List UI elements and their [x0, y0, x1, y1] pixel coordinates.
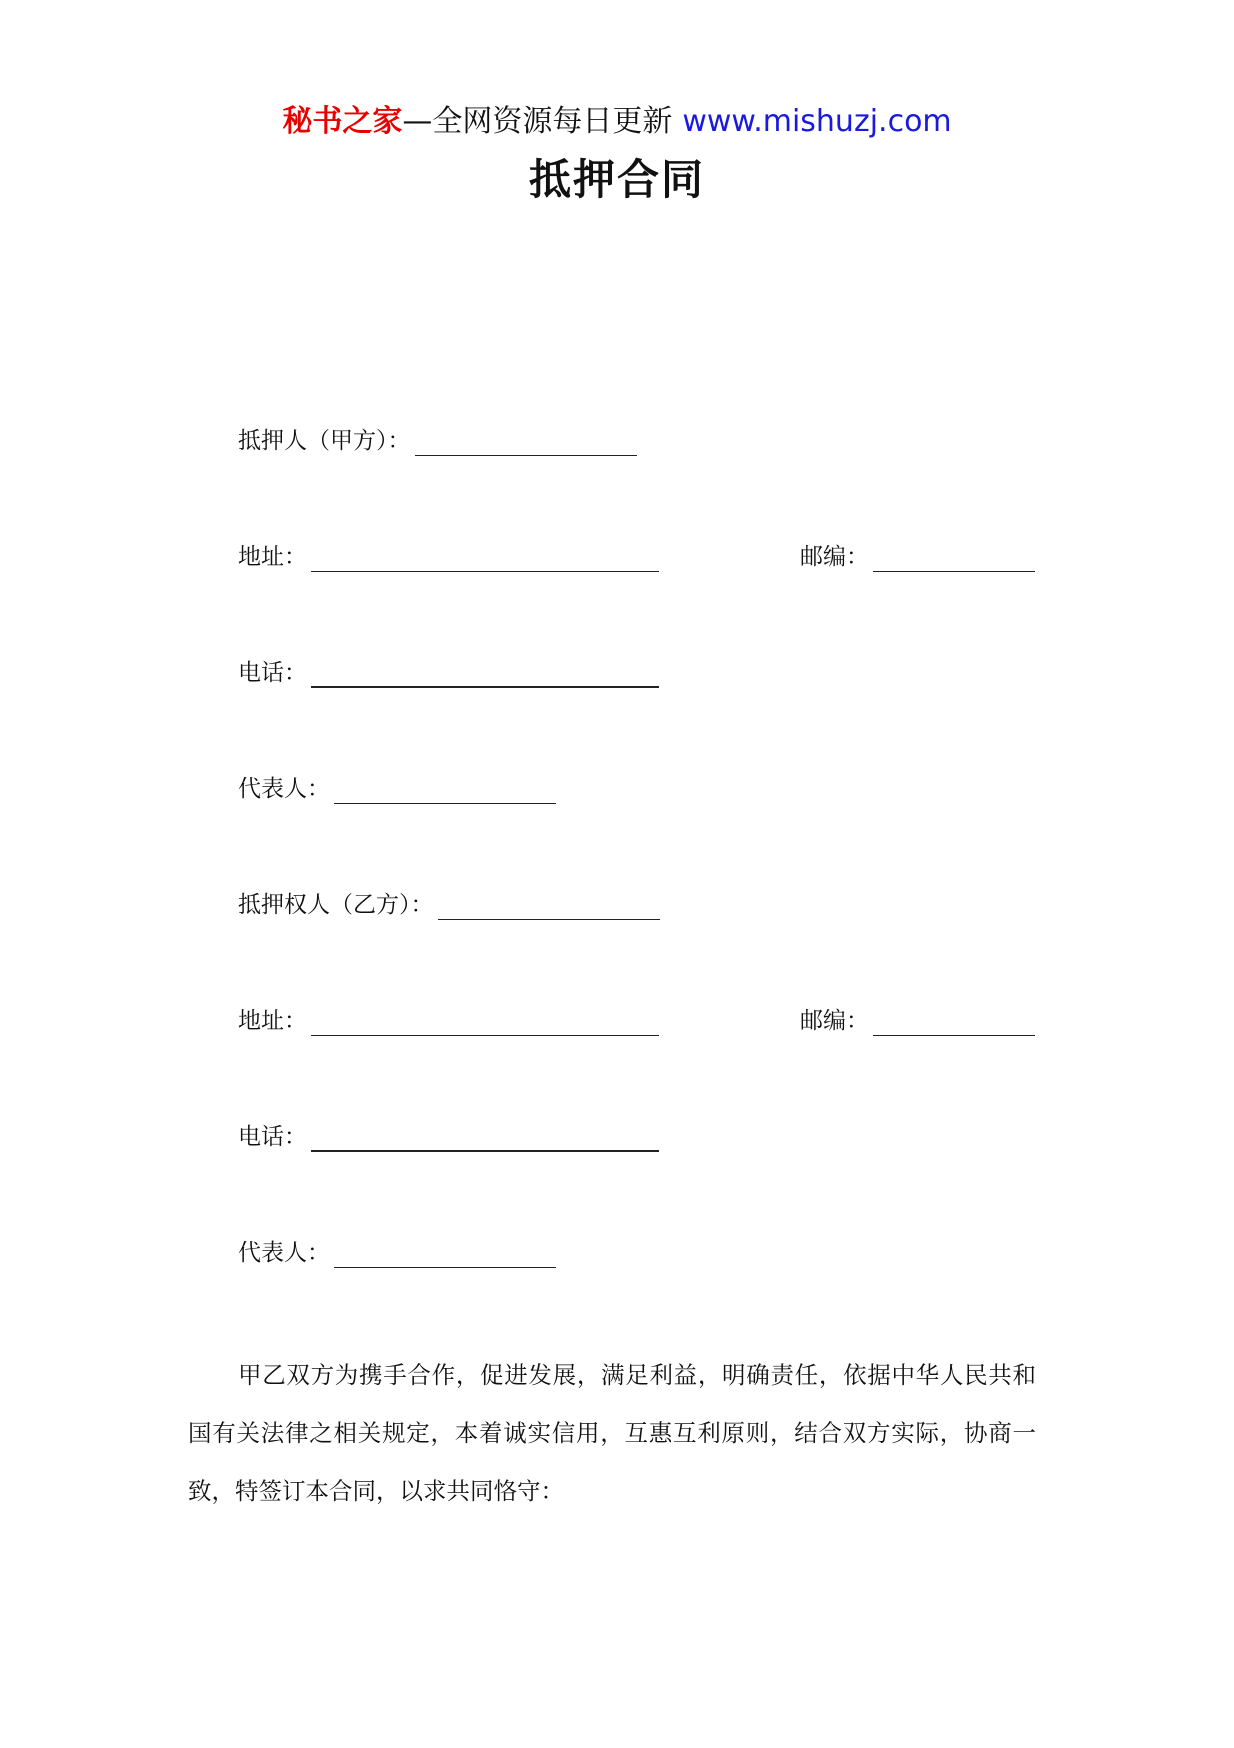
site-url-link[interactable]: www.mishuzj.com	[682, 104, 952, 139]
party-b-rep-label: 代表人：	[238, 1240, 330, 1266]
party-b-name-blank[interactable]	[438, 893, 660, 920]
site-name: 秘书之家	[282, 104, 403, 139]
party-a-postcode-field	[800, 540, 1035, 572]
party-b-address-field	[238, 1004, 659, 1036]
party-a-rep-blank[interactable]	[334, 777, 556, 804]
party-b-rep-blank[interactable]	[334, 1241, 556, 1268]
preamble-paragraph: 甲乙双方为携手合作，促进发展，满足利益，明确责任，依据中华人民共和国有关法律之相关规定，本着诚实信用，互惠互利原则，结合双方实际，协商一致，特签订本合同，以求共同恪守：	[188, 1361, 1036, 1505]
party-b-phone-blank[interactable]	[311, 1124, 659, 1152]
party-b-rep-field	[238, 1236, 556, 1268]
party-b-postcode-field	[800, 1004, 1035, 1036]
party-b-address-label: 地址：	[238, 1008, 307, 1034]
party-a-phone-label: 电话：	[238, 660, 307, 686]
party-b-phone-label: 电话：	[238, 1124, 307, 1150]
party-a-phone-field	[238, 656, 659, 688]
party-a-name-field	[238, 424, 637, 456]
party-a-address-blank[interactable]	[311, 545, 659, 572]
party-a-name-label: 抵押人（甲方）：	[238, 428, 411, 454]
site-header	[0, 100, 1234, 144]
party-a-address-label: 地址：	[238, 544, 307, 570]
party-b-postcode-blank[interactable]	[873, 1009, 1035, 1036]
party-a-rep-field	[238, 772, 556, 804]
document-title: 抵押合同	[528, 155, 705, 204]
party-b-phone-field	[238, 1120, 659, 1152]
site-tagline: —全网资源每日更新	[402, 104, 673, 139]
party-a-name-blank[interactable]	[415, 429, 637, 456]
party-b-name-label: 抵押权人（乙方）：	[238, 892, 434, 918]
party-b-name-field	[238, 888, 660, 920]
party-a-address-field	[238, 540, 659, 572]
party-b-address-blank[interactable]	[311, 1009, 659, 1036]
party-a-rep-label: 代表人：	[238, 776, 330, 802]
party-b-postcode-label: 邮编：	[800, 1008, 869, 1034]
party-a-postcode-label: 邮编：	[800, 544, 869, 570]
party-a-postcode-blank[interactable]	[873, 545, 1035, 572]
party-a-phone-blank[interactable]	[311, 660, 659, 688]
